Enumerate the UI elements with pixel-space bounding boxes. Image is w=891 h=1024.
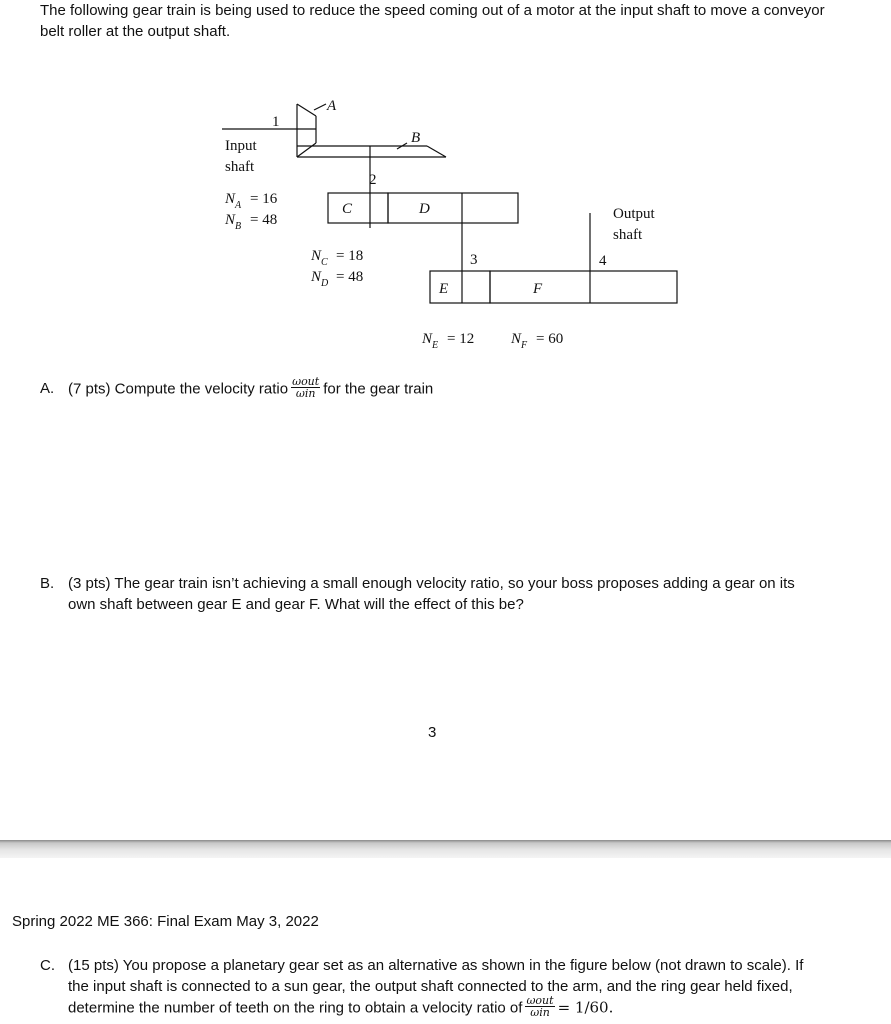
question-c-label: C. bbox=[40, 957, 55, 974]
shaft-2-label: 2 bbox=[369, 172, 377, 188]
gear-e-label: E bbox=[439, 281, 449, 297]
velocity-ratio-fraction: $\frac{\text{ωout}}{\text{ωin}}$ bbox=[292, 375, 320, 400]
gear-d-shape bbox=[388, 193, 518, 223]
page-number: 3 bbox=[428, 724, 437, 741]
nd-symbol: $N_D$ bbox=[311, 269, 329, 289]
output-label-1: Output bbox=[613, 206, 655, 222]
intro-text: The following gear train is being used to reduce the speed coming out of a motor at the input shaft to move a conveyor belt roller at the output shaft. bbox=[40, 2, 825, 40]
nf-value: = 60 bbox=[536, 331, 564, 347]
question-b-text: (3 pts) The gear train isn’t achieving a small enough velocity ratio, so your boss proposes adding a gear on its own shaft between gear E and gear F. What will the effect of this be? bbox=[68, 575, 795, 613]
shaft-4-label: 4 bbox=[599, 253, 607, 269]
output-label-2: shaft bbox=[613, 227, 643, 243]
nf-symbol: $N_F$ bbox=[511, 331, 528, 351]
nb-value: = 48 bbox=[250, 212, 278, 228]
na-symbol: $N_A$ bbox=[225, 191, 242, 211]
gear-c-shape bbox=[328, 193, 388, 223]
nc-symbol: $N_C$ bbox=[311, 248, 328, 268]
input-label-2: shaft bbox=[225, 159, 255, 175]
question-a-before: (7 pts) Compute the velocity ratio bbox=[68, 380, 289, 398]
shaft-1-label: 1 bbox=[272, 114, 280, 130]
nb-symbol: $N_B$ bbox=[225, 212, 242, 232]
page-separator bbox=[0, 840, 891, 858]
gear-f-shape bbox=[490, 271, 677, 303]
gear-c-label: C bbox=[342, 201, 353, 217]
gear-b-label: B bbox=[411, 130, 421, 146]
question-a-text bbox=[68, 375, 434, 401]
nc-value: = 18 bbox=[336, 248, 364, 264]
velocity-ratio-fraction-c: $\frac{\text{ωout}}{\text{ωin}}$ bbox=[526, 994, 554, 1019]
question-a-after: for the gear train bbox=[323, 380, 434, 398]
na-value: = 16 bbox=[250, 191, 278, 207]
input-label-1: Input bbox=[225, 138, 257, 154]
gear-f-label: F bbox=[533, 281, 543, 297]
gear-d-label: D bbox=[419, 201, 430, 217]
gear-a-label: A bbox=[327, 98, 337, 114]
shaft-3-label: 3 bbox=[470, 252, 478, 268]
question-c-text: (15 pts) You propose a planetary gear set as an alternative as shown in the figure below (not drawn to scale). If the input shaft is connected to a sun gear, the output shaft connected to the arm, and the ring gear held fixed, determine the number of teeth on the ring to obtain a velocity ratio of $\frac{\text{ωout}}{\text{ωin}}$ = 1/60. bbox=[68, 957, 804, 1019]
gear-train-figure bbox=[0, 0, 891, 380]
question-b-label: B. bbox=[40, 575, 55, 592]
question-a-label: A. bbox=[40, 380, 55, 397]
nd-value: = 48 bbox=[336, 269, 364, 285]
exam-header: Spring 2022 ME 366: Final Exam May 3, 2022 bbox=[12, 913, 319, 930]
ne-symbol: $N_E$ bbox=[422, 331, 439, 351]
ne-value: = 12 bbox=[447, 331, 475, 347]
